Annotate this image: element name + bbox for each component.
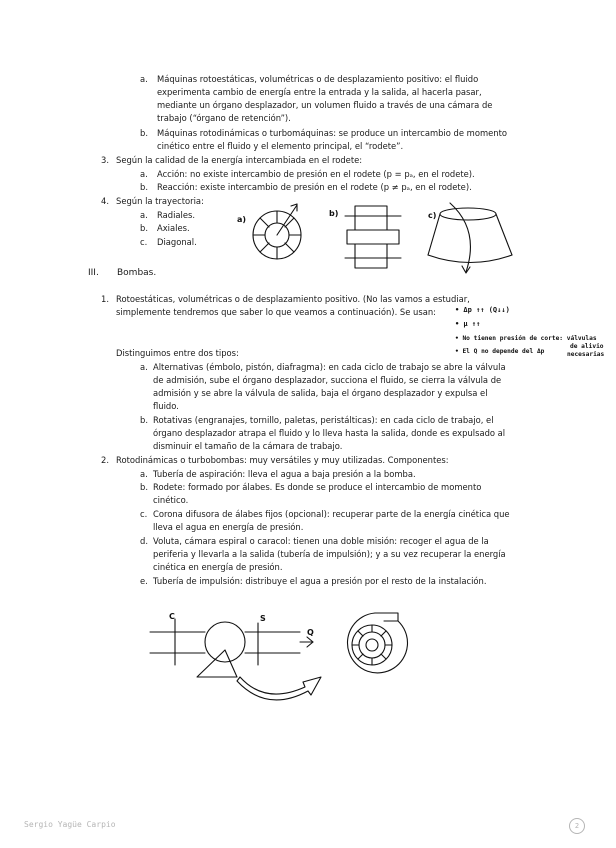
section-title: Bombas. [117,268,157,278]
component-d-marker: d. [140,536,148,546]
bombas-a-line-3: admisión y se abre la válvula de salida, baja el órgano desplazador y expulsa el [153,388,488,398]
item-b-line-1: Máquinas rotodinámicas o turbomáquinas: se produce un intercambio de momento [157,128,507,138]
label-c: C [169,612,175,621]
item-a-marker: a. [140,74,148,84]
item-a-line-2: experimenta cambio de energía entre la entrada y la salida, al hacerla pasar, [157,87,482,97]
handwritten-note-4: • El Q no depende del Δp [455,348,545,355]
component-b-line-2: cinético. [153,495,189,505]
handwritten-note-1: • Δp ↑↑ (Q↓↓) [455,306,510,314]
item-b-line-2: cinético entre el fluido y el elemento principal, el “rodete”. [157,141,404,151]
item-3-text: Según la calidad de la energía intercambiada en el rodete: [116,155,363,165]
item-a-line-3: mediante un órgano desplazador, un volumen fluido a través de una cámara de [157,100,493,110]
bombas-item-2-text: Rotodinámicas o turbobombas: muy versátiles y muy utilizadas. Componentes: [116,455,449,465]
item-4c-text: Diagonal. [157,237,197,247]
item-3b-text: Reacción: existe intercambio de presión en el rodete (p ≠ pₐ, en el rodete). [157,182,472,192]
component-c-line-1: Corona difusora de álabes fijos (opcional): recuperar parte de la energía cinética que [153,509,510,519]
component-e-marker: e. [140,576,148,586]
bombas-item-2-marker: 2. [101,455,109,465]
section-numeral: III. [88,268,99,278]
item-3a-marker: a. [140,169,148,179]
bombas-item-1-marker: 1. [101,294,109,304]
bombas-a-line-2: de admisión, sube el órgano desplazador, succiona el fluido, se cierra la válvula de [153,375,502,385]
item-4-marker: 4. [101,196,109,206]
component-b-marker: b. [140,482,148,492]
item-4b-text: Axiales. [157,223,190,233]
item-a-line-1: Máquinas rotoestáticas, volumétricas o de desplazamiento positivo: el fluido [157,74,479,84]
item-4c-marker: c. [140,237,148,247]
component-d-line-3: cinética en energía de presión. [153,562,283,572]
handwritten-note-side-1: de alivio [570,343,604,350]
label-s: S [260,614,266,623]
bombas-b-marker: b. [140,415,148,425]
volute-sketch [340,605,410,677]
component-a-marker: a. [140,469,148,479]
bombas-b-line-1: Rotativas (engranajes, tornillo, paletas, peristálticas): en cada ciclo de trabajo, el [153,415,494,425]
footer-page-number: 2 [569,818,585,834]
component-a-line-1: Tubería de aspiración: lleva el agua a baja presión a la bomba. [153,469,416,479]
item-a-line-4: trabajo (“órgano de retención”). [157,113,291,123]
item-3a-text: Acción: no existe intercambio de presión en el rodete (p = pₐ, en el rodete). [157,169,475,179]
handwritten-note-side-2: necesarias [567,351,605,358]
component-c-marker: c. [140,509,148,519]
item-3b-marker: b. [140,182,148,192]
item-4a-marker: a. [140,210,148,220]
item-b-marker: b. [140,128,148,138]
bombas-item-1-line-1: Rotoestáticas, volumétricas o de desplazamiento positivo. (No las vamos a estudiar, [116,294,470,304]
item-4-text: Según la trayectoria: [116,196,204,206]
component-d-line-1: Voluta, cámara espiral o caracol: tienen una doble misión: recoger el agua de la [153,536,489,546]
bombas-item-1-line-2: simplemente tendremos que saber lo que veamos a continuación). Se usan: [116,307,436,317]
label-q: Q [307,628,314,637]
component-c-line-2: lleva el agua en energía de presión. [153,522,304,532]
footer-author: Sergio Yagüe Carpio [24,820,116,829]
sketch-label-c: c) [428,211,437,220]
item-3-marker: 3. [101,155,109,165]
component-e-line-1: Tubería de impulsión: distribuye el agua a presión por el resto de la instalación. [153,576,487,586]
pump-schematic-diagram [145,605,335,715]
component-b-line-1: Rodete: formado por álabes. Es donde se produce el intercambio de momento [153,482,482,492]
bombas-b-line-3: disminuir el tamaño de la cámara de trabajo. [153,441,343,451]
sketch-label-b: b) [329,209,339,218]
bombas-b-line-2: órgano desplazador atrapa el fluido y lo lleva hasta la salida, donde es expulsado al [153,428,506,438]
item-4b-marker: b. [140,223,148,233]
bombas-a-line-4: fluido. [153,401,179,411]
handwritten-note-2: • μ ↑↑ [455,320,481,328]
axial-machine-sketch [325,200,410,280]
handwritten-note-3: • No tienen presión de corte: válvulas [455,335,597,342]
diagonal-machine-sketch [420,200,520,275]
distinguimos-text: Distinguimos entre dos tipos: [116,348,239,358]
radial-impeller-sketch [235,200,310,270]
sketch-label-a: a) [237,215,247,224]
component-d-line-2: periferia y llevarla a la salida (tubería de impulsión); y a su vez recuperar la energía [153,549,506,559]
bombas-a-marker: a. [140,362,148,372]
item-4a-text: Radiales. [157,210,196,220]
bombas-a-line-1: Alternativas (émbolo, pistón, diafragma): en cada ciclo de trabajo se abre la válvula [153,362,506,372]
